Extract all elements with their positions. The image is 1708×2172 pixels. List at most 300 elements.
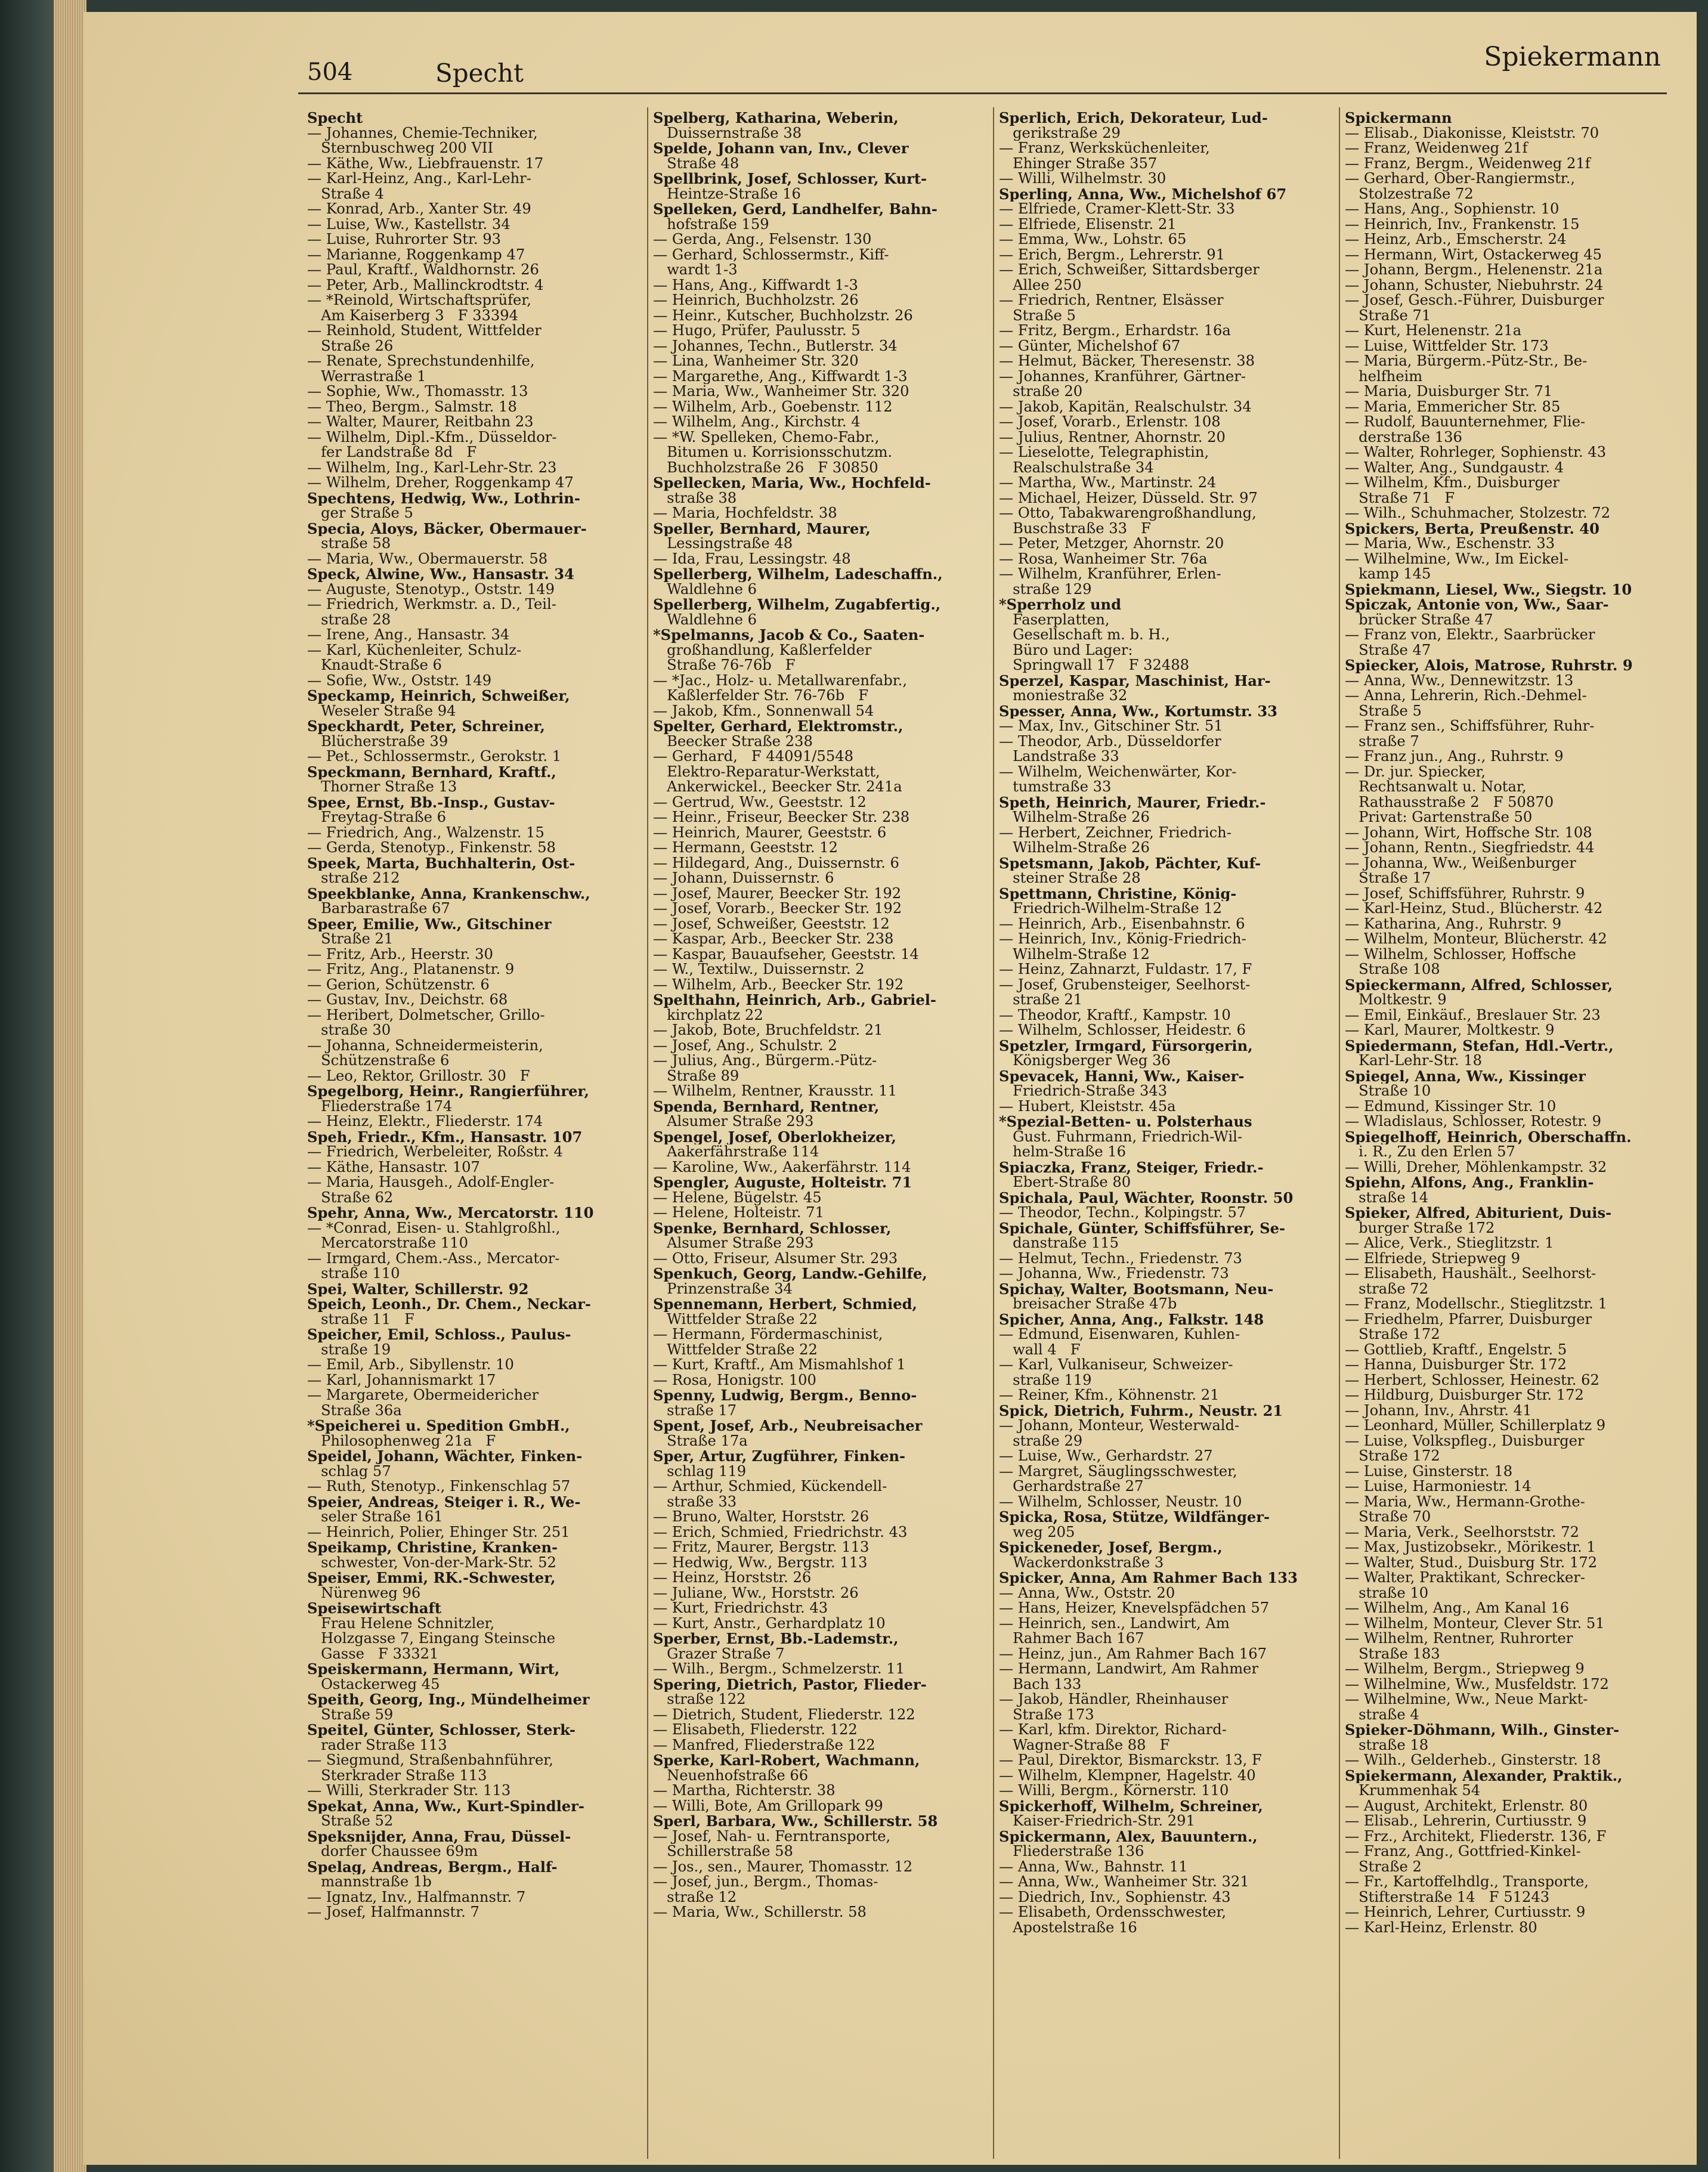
directory-column-4 — [1345, 110, 1679, 1935]
directory-entry-line: — Paul, Direktor, Bismarckstr. 13, F — [999, 1753, 1262, 1768]
directory-entry-line: — Franz, Ang., Gottfried-Kinkel- — [1345, 1844, 1581, 1859]
directory-entry-line: — Kaspar, Bauaufseher, Geeststr. 14 — [653, 946, 919, 962]
directory-entry-line: — Wilh., Schuhmacher, Stolzestr. 72 — [1345, 506, 1611, 521]
directory-entry-line: Spelter, Gerhard, Elektromstr., — [653, 719, 903, 734]
directory-entry-line: — Elfriede, Striepweg 9 — [1345, 1251, 1520, 1266]
directory-entry-line: Wagner-Straße 88 F — [999, 1737, 1170, 1753]
directory-entry-line: Spick, Dietrich, Fuhrm., Neustr. 21 — [999, 1403, 1283, 1418]
directory-entry-line: Aakerfährstraße 114 — [653, 1144, 819, 1160]
directory-entry-line: Speicher, Emil, Schloss., Paulus- — [307, 1327, 571, 1342]
directory-entry-line: danstraße 115 — [999, 1236, 1119, 1251]
directory-entry-line: — Hans, Ang., Kiffwardt 1-3 — [653, 277, 858, 293]
directory-entry-line: — Käthe, Hansastr. 107 — [307, 1159, 480, 1175]
directory-entry-line: — Wilhelm, Rentner, Ruhrorter — [1345, 1631, 1573, 1647]
directory-entry-line: Spickerhoff, Wilhelm, Schreiner, — [999, 1798, 1263, 1814]
directory-entry-line: Sperling, Anna, Ww., Michelshof 67 — [999, 186, 1287, 202]
directory-entry-line: — Kaspar, Arb., Beecker Str. 238 — [653, 932, 894, 947]
directory-entry-line: — *Conrad, Eisen- u. Stahlgroßhl., — [307, 1220, 561, 1236]
directory-entry-line: — Luise, Wittfelder Str. 173 — [1345, 338, 1549, 354]
directory-entry-line: — Luise, Ginsterstr. 18 — [1345, 1464, 1513, 1479]
directory-entry-line: straße 38 — [653, 490, 737, 506]
directory-entry-line: Speek, Marta, Buchhalterin, Ost- — [307, 855, 575, 871]
directory-entry-line: Krummenhak 54 — [1345, 1783, 1481, 1799]
directory-entry-line: Büro und Lager: — [999, 642, 1133, 658]
directory-entry-line: — Gerda, Ang., Felsenstr. 130 — [653, 232, 872, 247]
directory-column-2 — [653, 110, 987, 1920]
directory-entry-line: — Luise, Volkspfleg., Duisburger — [1345, 1433, 1585, 1449]
directory-entry-line: — Dr. jur. Spiecker, — [1345, 764, 1486, 779]
directory-entry-line: Am Kaiserberg 3 F 33394 — [307, 308, 519, 323]
directory-entry-line: straße 72 — [1345, 1281, 1429, 1297]
directory-entry-line: — Margarethe, Ang., Kiffwardt 1-3 — [653, 369, 908, 384]
directory-entry-line: — Emil, Arb., Sibyllenstr. 10 — [307, 1357, 514, 1373]
directory-entry-line: Spiecker, Alois, Matrose, Ruhrstr. 9 — [1345, 658, 1633, 673]
directory-entry-line: — Wilhelm, Ing., Karl-Lehr-Str. 23 — [307, 460, 557, 475]
directory-entry-line: straße 129 — [999, 581, 1092, 597]
directory-entry-line: — Heinrich, Lehrer, Curtiusstr. 9 — [1345, 1905, 1586, 1920]
directory-entry-line: — Wilhelm, Schlosser, Neustr. 10 — [999, 1494, 1242, 1509]
directory-entry-line: — Heinz, Horststr. 26 — [653, 1570, 812, 1586]
directory-entry-line: — Diedrich, Inv., Sophienstr. 43 — [999, 1889, 1231, 1905]
directory-entry-line: — Josef, Grubensteiger, Seelhorst- — [999, 977, 1251, 992]
directory-entry-line: Straße 89 — [653, 1068, 739, 1084]
directory-entry-line: — Walter, Maurer, Reitbahn 23 — [307, 414, 534, 430]
directory-entry-line: straße 18 — [1345, 1737, 1429, 1753]
directory-entry-line: — Heinz, Elektr., Fliederstr. 174 — [307, 1114, 543, 1130]
directory-entry-line: Straße 47 — [1345, 642, 1431, 658]
directory-entry-line: Spetzler, Irmgard, Fürsorgerin, — [999, 1038, 1253, 1053]
directory-entry-line: Spengel, Josef, Oberlokheizer, — [653, 1129, 896, 1144]
directory-entry-line: straße 7 — [1345, 734, 1419, 749]
directory-entry-line: — Elisabeth, Ordensschwester, — [999, 1905, 1227, 1920]
column-divider — [993, 107, 994, 2159]
directory-entry-line: Spellecken, Maria, Ww., Hochfeld- — [653, 475, 931, 491]
directory-entry-line: — Jakob, Bote, Bruchfeldstr. 21 — [653, 1023, 883, 1038]
directory-entry-line: — Gottlieb, Kraftf., Engelstr. 5 — [1345, 1342, 1567, 1357]
directory-entry-line: Speidel, Johann, Wächter, Finken- — [307, 1449, 583, 1464]
directory-entry-line: i. R., Zu den Erlen 57 — [1345, 1144, 1515, 1160]
directory-entry-line: Spickermann — [1345, 110, 1452, 126]
directory-entry-line: straße 110 — [307, 1266, 400, 1282]
directory-entry-line: straße 29 — [999, 1433, 1083, 1449]
directory-entry-line: — Erich, Schweißer, Sittardsberger — [999, 262, 1260, 278]
directory-entry-line: Karl-Lehr-Str. 18 — [1345, 1053, 1483, 1069]
directory-entry-line: — Auguste, Stenotyp., Oststr. 149 — [307, 581, 555, 597]
directory-entry-line: Gasse F 33321 — [307, 1646, 439, 1662]
directory-entry-line: — August, Architekt, Erlenstr. 80 — [1345, 1798, 1588, 1814]
directory-entry-line: — Josef, Maurer, Beecker Str. 192 — [653, 886, 902, 901]
directory-entry-line: Werrastraße 1 — [307, 369, 426, 384]
directory-entry-line: — Karl-Heinz, Erlenstr. 80 — [1345, 1920, 1537, 1935]
directory-entry-line: Speith, Georg, Ing., Mündelheimer — [307, 1692, 590, 1707]
directory-entry-line: Bitumen u. Korrisionsschutzm. — [653, 445, 893, 460]
directory-entry-line: — Hans, Heizer, Knevelspfädchen 57 — [999, 1601, 1270, 1616]
directory-entry-line: Straße 173 — [999, 1707, 1094, 1722]
directory-entry-line: straße 119 — [999, 1372, 1092, 1388]
directory-entry-line: — Otto, Friseur, Alsumer Str. 293 — [653, 1251, 898, 1266]
directory-entry-line: Spesser, Anna, Ww., Kortumstr. 33 — [999, 703, 1278, 719]
directory-entry-line: — Maria, Ww., Eschenstr. 33 — [1345, 536, 1555, 552]
directory-entry-line: — Wilhelm, Kfm., Duisburger — [1345, 475, 1560, 491]
directory-entry-line: Spengler, Auguste, Holteistr. 71 — [653, 1175, 912, 1190]
directory-entry-line: Spennemann, Herbert, Schmied, — [653, 1297, 917, 1312]
directory-entry-line: — Erich, Bergm., Lehrerstr. 91 — [999, 247, 1226, 262]
directory-entry-line: — Margarete, Obermeidericher — [307, 1388, 539, 1403]
directory-entry-line: — Gerhard, Schlossermstr., Kiff- — [653, 247, 889, 262]
directory-entry-line: — Karl, Küchenleiter, Schulz- — [307, 642, 522, 658]
directory-entry-line: — Friedhelm, Pfarrer, Duisburger — [1345, 1311, 1592, 1327]
directory-entry-line: Thorner Straße 13 — [307, 779, 457, 795]
directory-entry-line: Kaiser-Friedrich-Str. 291 — [999, 1814, 1195, 1829]
directory-entry-line: — Bruno, Walter, Horststr. 26 — [653, 1509, 870, 1525]
directory-entry-line: — Gertrud, Ww., Geeststr. 12 — [653, 794, 867, 810]
directory-entry-line: — Wilhelm, Ang., Kirchstr. 4 — [653, 414, 861, 430]
directory-entry-line: — Pet., Schlossermstr., Gerokstr. 1 — [307, 749, 562, 765]
directory-entry-line: Straße 59 — [307, 1707, 394, 1722]
directory-entry-line: — Kurt, Anstr., Gerhardplatz 10 — [653, 1616, 886, 1631]
directory-entry-line: — Heinrich, Polier, Ehinger Str. 251 — [307, 1524, 570, 1540]
directory-entry-line: — Hubert, Kleiststr. 45a — [999, 1099, 1176, 1114]
directory-entry-line: — Irene, Ang., Hansastr. 34 — [307, 627, 510, 643]
directory-entry-line: Speekblanke, Anna, Krankenschw., — [307, 886, 590, 901]
directory-entry-line: Duissernstraße 38 — [653, 125, 802, 141]
directory-entry-line: — Maria, Verk., Seelhorststr. 72 — [1345, 1524, 1579, 1540]
directory-entry-line: — Siegmund, Straßenbahnführer, — [307, 1753, 553, 1768]
directory-entry-line: straße 14 — [1345, 1190, 1429, 1205]
directory-entry-line: — Friedrich, Rentner, Elsässer — [999, 293, 1224, 308]
column-divider — [1339, 107, 1340, 2159]
directory-entry-line: Philosophenweg 21a F — [307, 1433, 496, 1449]
directory-entry-line: — Heinrich, Inv., König-Friedrich- — [999, 932, 1246, 947]
directory-entry-line: — Konrad, Arb., Xanter Str. 49 — [307, 202, 531, 217]
directory-entry-line: — Karl-Heinz, Ang., Karl-Lehr- — [307, 171, 531, 187]
directory-entry-line: Spiehn, Alfons, Ang., Franklin- — [1345, 1175, 1594, 1190]
directory-entry-line: — Elisabeth, Haushält., Seelhorst- — [1345, 1266, 1596, 1282]
directory-entry-line: Spevacek, Hanni, Ww., Kaiser- — [999, 1068, 1245, 1084]
directory-entry-line: Holzgasse 7, Eingang Steinsche — [307, 1631, 556, 1647]
directory-entry-line: — Reinhold, Student, Wittfelder — [307, 323, 542, 339]
directory-entry-line: Wilhelm-Straße 12 — [999, 946, 1150, 962]
directory-entry-line: Spieckermann, Alfred, Schlosser, — [1345, 977, 1613, 992]
directory-entry-line: Königsberger Weg 36 — [999, 1053, 1171, 1069]
directory-entry-line: — Johann, Schuster, Niebuhrstr. 24 — [1345, 277, 1604, 293]
directory-entry-line: — Martha, Ww., Martinstr. 24 — [999, 475, 1217, 491]
directory-entry-line: — Wilhelm, Klempner, Hagelstr. 40 — [999, 1768, 1256, 1783]
directory-entry-line: — Heinrich, Maurer, Geeststr. 6 — [653, 825, 887, 840]
directory-entry-line: Spenda, Bernhard, Rentner, — [653, 1099, 880, 1114]
directory-entry-line: — Hermann, Fördermaschinist, — [653, 1327, 883, 1342]
directory-entry-line: straße 19 — [307, 1342, 391, 1357]
directory-entry-line: — Julius, Ang., Bürgerm.-Pütz- — [653, 1053, 877, 1069]
directory-entry-line: — Walter, Stud., Duisburg Str. 172 — [1345, 1555, 1598, 1570]
right-running-head: Spiekermann — [1484, 42, 1661, 72]
directory-entry-line: Speck, Alwine, Ww., Hansastr. 34 — [307, 567, 574, 582]
directory-entry-line: Lessingstraße 48 — [653, 536, 793, 552]
directory-entry-line: — Hans, Ang., Sophienstr. 10 — [1345, 202, 1560, 217]
directory-entry-line: — Wilhelm, Bergm., Striepweg 9 — [1345, 1662, 1585, 1677]
directory-entry-line: — Martha, Richterstr. 38 — [653, 1783, 836, 1799]
directory-entry-line: steiner Straße 28 — [999, 871, 1141, 886]
directory-entry-line: — Maria, Bürgerm.-Pütz-Str., Be- — [1345, 354, 1588, 369]
directory-entry-line: Spiedermann, Stefan, Hdl.-Vertr., — [1345, 1038, 1614, 1053]
directory-entry-line: Sperlich, Erich, Dekorateur, Lud- — [999, 110, 1268, 126]
directory-entry-line: Rathausstraße 2 F 50870 — [1345, 794, 1554, 810]
directory-entry-line: — Wilhelm, Kranführer, Erlen- — [999, 567, 1221, 582]
directory-entry-line: Straße 5 — [1345, 703, 1422, 719]
directory-entry-line: Spei, Walter, Schillerstr. 92 — [307, 1281, 529, 1297]
directory-entry-line: straße 4 — [1345, 1707, 1419, 1722]
directory-entry-line: — Margret, Säuglingsschwester, — [999, 1464, 1237, 1479]
directory-entry-line: — Friedrich, Ang., Walzenstr. 15 — [307, 825, 544, 840]
directory-entry-line: — Wilhelm, Dipl.-Kfm., Düsseldor- — [307, 429, 557, 445]
directory-entry-line: Spickeneder, Josef, Bergm., — [999, 1540, 1223, 1555]
directory-entry-line: Speiskermann, Hermann, Wirt, — [307, 1662, 560, 1677]
directory-entry-line: — Gerhard, Ober-Rangiermstr., — [1345, 171, 1576, 187]
directory-entry-line: Stifterstraße 14 F 51243 — [1345, 1889, 1550, 1905]
directory-entry-line: — Anna, Lehrerin, Rich.-Dehmel- — [1345, 688, 1587, 704]
directory-entry-line: — Leo, Rektor, Grillostr. 30 F — [307, 1068, 530, 1084]
directory-entry-line: straße 30 — [307, 1023, 391, 1038]
directory-entry-line: Spellbrink, Josef, Schlosser, Kurt- — [653, 171, 927, 187]
directory-entry-line: Spiaczka, Franz, Steiger, Friedr.- — [999, 1159, 1264, 1175]
directory-entry-line: straße 58 — [307, 536, 391, 552]
directory-entry-line: Friedrich-Wilhelm-Straße 12 — [999, 901, 1223, 917]
directory-entry-line: Specht — [307, 110, 363, 126]
directory-entry-line: Wilhelm-Straße 26 — [999, 840, 1150, 856]
directory-entry-line: Wittfelder Straße 22 — [653, 1311, 818, 1327]
directory-entry-line: — Heinrich, Inv., Frankenstr. 15 — [1345, 216, 1580, 232]
directory-entry-line: Buschstraße 33 F — [999, 521, 1151, 536]
directory-entry-line: — Maria, Ww., Schillerstr. 58 — [653, 1905, 867, 1920]
directory-entry-line: — Josef, jun., Bergm., Thomas- — [653, 1874, 878, 1890]
directory-entry-line: straße 33 — [653, 1494, 737, 1509]
directory-entry-line: burger Straße 172 — [1345, 1220, 1495, 1236]
directory-entry-line: — Walter, Praktikant, Schrecker- — [1345, 1570, 1586, 1586]
directory-entry-line: — Hanna, Duisburger Str. 172 — [1345, 1357, 1567, 1373]
directory-entry-line: Sperber, Ernst, Bb.-Lademstr., — [653, 1631, 899, 1647]
directory-entry-line: — Wilhelm, Arb., Goebenstr. 112 — [653, 399, 893, 414]
directory-entry-line: Speller, Bernhard, Maurer, — [653, 521, 871, 536]
directory-entry-line: — Karl, Johannismarkt 17 — [307, 1372, 496, 1388]
directory-entry-line: — Paul, Kraftf., Waldhornstr. 26 — [307, 262, 539, 278]
directory-entry-line: — Franz, Modellschr., Stieglitzstr. 1 — [1345, 1297, 1608, 1312]
directory-entry-line: Straße 70 — [1345, 1509, 1431, 1525]
directory-entry-line: Neuenhofstraße 66 — [653, 1768, 809, 1783]
directory-entry-line: — Anna, Ww., Dennewitzstr. 13 — [1345, 673, 1574, 688]
directory-entry-line: Springwall 17 F 32488 — [999, 658, 1190, 673]
directory-entry-line: *Spezial-Betten- u. Polsterhaus — [999, 1114, 1252, 1130]
directory-entry-line: Straße 5 — [999, 308, 1076, 323]
directory-entry-line: Straße 183 — [1345, 1646, 1440, 1662]
directory-entry-line: Spetsmann, Jakob, Pächter, Kuf- — [999, 855, 1261, 871]
directory-entry-line: Ankerwickel., Beecker Str. 241a — [653, 779, 902, 795]
directory-entry-line: — Theodor, Arb., Düsseldorfer — [999, 734, 1221, 749]
directory-entry-line: — Kurt, Kraftf., Am Mismahlshof 1 — [653, 1357, 906, 1373]
directory-entry-line: — Fritz, Bergm., Erhardstr. 16a — [999, 323, 1231, 339]
directory-entry-line: Sperke, Karl-Robert, Wachmann, — [653, 1753, 920, 1768]
directory-entry-line: Spellerberg, Wilhelm, Zugabfertig., — [653, 597, 941, 612]
directory-entry-line: — Rosa, Wanheimer Str. 76a — [999, 551, 1208, 567]
directory-entry-line: Stolzestraße 72 — [1345, 186, 1474, 202]
directory-entry-line: — Theo, Bergm., Salmstr. 18 — [307, 399, 517, 414]
directory-entry-line: — Josef, Nah- u. Ferntransporte, — [653, 1828, 891, 1844]
directory-entry-line: — Jakob, Kapitän, Realschulstr. 34 — [999, 399, 1252, 414]
directory-entry-line: — *Reinold, Wirtschaftsprüfer, — [307, 293, 531, 308]
directory-entry-line: — Maria, Hausgeh., Adolf-Engler- — [307, 1175, 555, 1190]
directory-entry-line: Spering, Dietrich, Pastor, Flieder- — [653, 1676, 927, 1692]
directory-entry-line: Sternbuschweg 200 VII — [307, 141, 494, 156]
directory-entry-line: — Leonhard, Müller, Schillerplatz 9 — [1345, 1418, 1606, 1434]
directory-entry-line: Spelthahn, Heinrich, Arb., Gabriel- — [653, 992, 936, 1008]
directory-entry-line: — Elisab., Diakonisse, Kleiststr. 70 — [1345, 125, 1599, 141]
directory-entry-line: Blücherstraße 39 — [307, 734, 448, 749]
directory-entry-line: mannstraße 1b — [307, 1874, 432, 1890]
directory-entry-line: — Rudolf, Bauunternehmer, Flie- — [1345, 414, 1586, 430]
page-number: 504 — [307, 58, 353, 86]
directory-entry-line: Allee 250 — [999, 277, 1082, 293]
directory-entry-line: — Johann, Bergm., Helenenstr. 21a — [1345, 262, 1603, 278]
directory-entry-line: — Rosa, Honigstr. 100 — [653, 1372, 816, 1388]
directory-entry-line: — Jos., sen., Maurer, Thomasstr. 12 — [653, 1859, 913, 1874]
directory-entry-line: brücker Straße 47 — [1345, 612, 1493, 627]
directory-entry-line: *Sperrholz und — [999, 597, 1122, 612]
directory-entry-line: — Gerion, Schützenstr. 6 — [307, 977, 490, 992]
directory-entry-line: *Speicherei u. Spedition GmbH., — [307, 1418, 570, 1434]
directory-entry-line: — Wladislaus, Schlosser, Rotestr. 9 — [1345, 1114, 1602, 1130]
directory-entry-line: ger Straße 5 — [307, 506, 413, 521]
directory-entry-line: — Walter, Rohrleger, Sophienstr. 43 — [1345, 445, 1607, 460]
directory-entry-line: Speckhardt, Peter, Schreiner, — [307, 719, 545, 734]
directory-entry-line: — Karl-Heinz, Stud., Blücherstr. 42 — [1345, 901, 1603, 917]
directory-entry-line: Straße 21 — [307, 932, 394, 947]
directory-entry-line: Straße 17 — [1345, 871, 1431, 886]
directory-entry-line: — Wilhelmine, Ww., Neue Markt- — [1345, 1692, 1588, 1707]
directory-entry-line: — Maria, Ww., Obermauerstr. 58 — [307, 551, 548, 567]
directory-entry-line: derstraße 136 — [1345, 429, 1462, 445]
directory-entry-line: — Dietrich, Student, Fliederstr. 122 — [653, 1707, 915, 1722]
directory-column-1 — [307, 110, 641, 1920]
directory-entry-line: Straße 48 — [653, 156, 739, 171]
directory-entry-line: — W., Textilw., Duissernstr. 2 — [653, 962, 865, 977]
directory-entry-line: Spegelborg, Heinr., Rangierführer, — [307, 1084, 589, 1099]
directory-entry-line: — Edmund, Eisenwaren, Kuhlen- — [999, 1327, 1240, 1342]
directory-entry-line: Gesellschaft m. b. H., — [999, 627, 1170, 643]
directory-entry-line: — Willi, Dreher, Möhlenkampstr. 32 — [1345, 1159, 1607, 1175]
directory-entry-line: schlag 57 — [307, 1464, 391, 1479]
directory-entry-line: Speckamp, Heinrich, Schweißer, — [307, 688, 570, 704]
directory-entry-line: Apostelstraße 16 — [999, 1920, 1137, 1935]
directory-entry-line: — Max, Inv., Gitschiner Str. 51 — [999, 719, 1223, 734]
directory-entry-line: Spelberg, Katharina, Weberin, — [653, 110, 899, 126]
directory-entry-line: Spechtens, Hedwig, Ww., Lothrin- — [307, 490, 580, 506]
directory-entry-line: — Fr., Kartoffelhdlg., Transporte, — [1345, 1874, 1589, 1890]
directory-entry-line: Spieker, Alfred, Abiturient, Duis- — [1345, 1205, 1612, 1221]
directory-entry-line: — Emil, Einkäuf., Breslauer Str. 23 — [1345, 1007, 1601, 1023]
directory-entry-line: — Karl, kfm. Direktor, Richard- — [999, 1722, 1227, 1738]
directory-column-3 — [999, 110, 1333, 1935]
directory-entry-line: — Fritz, Arb., Heerstr. 30 — [307, 946, 493, 962]
directory-entry-line: — Wilh., Bergm., Schmelzerstr. 11 — [653, 1662, 905, 1677]
directory-entry-line: Sperl, Barbara, Ww., Schillerstr. 58 — [653, 1814, 938, 1829]
directory-entry-line: — Wilhelm, Monteur, Clever Str. 51 — [1345, 1616, 1605, 1631]
directory-entry-line: Frau Helene Schnitzler, — [307, 1616, 495, 1631]
directory-entry-line: — Johannes, Kranführer, Gärtner- — [999, 369, 1246, 384]
directory-entry-line: — Franz von, Elektr., Saarbrücker — [1345, 627, 1595, 643]
directory-entry-line: — Maria, Emmericher Str. 85 — [1345, 399, 1561, 414]
directory-entry-line: — Sophie, Ww., Thomasstr. 13 — [307, 384, 528, 400]
directory-entry-line: — Wilh., Gelderheb., Ginsterstr. 18 — [1345, 1753, 1601, 1768]
directory-entry-line: Spelag, Andreas, Bergm., Half- — [307, 1859, 558, 1874]
directory-entry-line: Gerhardstraße 27 — [999, 1479, 1144, 1495]
directory-entry-line: — Karl, Maurer, Moltkestr. 9 — [1345, 1023, 1555, 1038]
directory-entry-line: Knaudt-Straße 6 — [307, 658, 442, 673]
directory-entry-line: Speth, Heinrich, Maurer, Friedr.- — [999, 794, 1266, 810]
directory-entry-line: Weseler Straße 94 — [307, 703, 456, 719]
directory-entry-line: — Anna, Ww., Bahnstr. 11 — [999, 1859, 1188, 1874]
directory-entry-line: Spiekmann, Liesel, Ww., Siegstr. 10 — [1345, 581, 1632, 597]
directory-entry-line: — Marianne, Roggenkamp 47 — [307, 247, 525, 262]
directory-entry-line: Spiekermann, Alexander, Praktik., — [1345, 1768, 1623, 1783]
directory-entry-line: Heintze-Straße 16 — [653, 186, 801, 202]
directory-entry-line: — Kurt, Friedrichstr. 43 — [653, 1601, 828, 1616]
directory-entry-line: — Wilhelm, Schlosser, Hoffsche — [1345, 946, 1576, 962]
directory-entry-line: — Willi, Bote, Am Grillopark 99 — [653, 1798, 883, 1814]
directory-entry-line: straße 17 — [653, 1403, 737, 1418]
directory-entry-line: Freytag-Straße 6 — [307, 810, 447, 825]
directory-entry-line: — Theodor, Techn., Kolpingstr. 57 — [999, 1205, 1246, 1221]
directory-entry-line: — Alice, Verk., Stieglitzstr. 1 — [1345, 1236, 1554, 1251]
directory-entry-line: — Josef, Schweißer, Geeststr. 12 — [653, 916, 890, 932]
directory-entry-line: Specia, Aloys, Bäcker, Obermauer- — [307, 521, 587, 536]
directory-entry-line: seler Straße 161 — [307, 1509, 443, 1525]
directory-entry-line: — Wilhelm, Ang., Am Kanal 16 — [1345, 1601, 1570, 1616]
directory-entry-line: Spiegel, Anna, Ww., Kissinger — [1345, 1068, 1586, 1084]
directory-entry-line: straße 11 F — [307, 1311, 414, 1327]
directory-entry-line: — Hildburg, Duisburger Str. 172 — [1345, 1388, 1584, 1403]
directory-entry-line: — Elfriede, Cramer-Klett-Str. 33 — [999, 202, 1235, 217]
directory-entry-line: Buchholzstraße 26 F 30850 — [653, 460, 878, 475]
directory-entry-line: Wittfelder Straße 22 — [653, 1342, 818, 1357]
directory-entry-line: — Sofie, Ww., Oststr. 149 — [307, 673, 492, 688]
directory-entry-line: Spichala, Paul, Wächter, Roonstr. 50 — [999, 1190, 1294, 1205]
directory-entry-line: Spelleken, Gerd, Landhelfer, Bahn- — [653, 202, 937, 217]
directory-entry-line: — Ruth, Stenotyp., Finkenschlag 57 — [307, 1479, 571, 1495]
directory-entry-line: Straße 172 — [1345, 1327, 1440, 1342]
directory-entry-line: Friedrich-Straße 343 — [999, 1084, 1168, 1099]
directory-entry-line: Speiser, Emmi, RK.-Schwester, — [307, 1570, 556, 1586]
directory-entry-line: — Renate, Sprechstundenhilfe, — [307, 354, 535, 369]
directory-entry-line: — Helmut, Techn., Friedenstr. 73 — [999, 1251, 1242, 1266]
directory-entry-line: Spicker, Anna, Am Rahmer Bach 133 — [999, 1570, 1298, 1586]
directory-entry-line: — Josef, Vorarb., Erlenstr. 108 — [999, 414, 1221, 430]
directory-entry-line: — Willi, Bergm., Körnerstr. 110 — [999, 1783, 1229, 1799]
directory-entry-line: schlag 119 — [653, 1464, 747, 1479]
directory-entry-line: — Michael, Heizer, Düsseld. Str. 97 — [999, 490, 1258, 506]
directory-entry-line: — Heinr., Kutscher, Buchholzstr. 26 — [653, 308, 913, 323]
directory-entry-line: kirchplatz 22 — [653, 1007, 763, 1023]
directory-entry-line: — Hermann, Landwirt, Am Rahmer — [999, 1662, 1259, 1677]
directory-entry-line: Straße 62 — [307, 1190, 394, 1205]
directory-entry-line: Speksnijder, Anna, Frau, Düssel- — [307, 1828, 571, 1844]
directory-entry-line: — Manfred, Fliederstraße 122 — [653, 1737, 875, 1753]
directory-entry-line: Wilhelm-Straße 26 — [999, 810, 1150, 825]
directory-entry-line: Spelde, Johann van, Inv., Clever — [653, 141, 909, 156]
directory-entry-line: Speh, Friedr., Kfm., Hansastr. 107 — [307, 1129, 583, 1144]
directory-entry-line: — Franz sen., Schiffsführer, Ruhr- — [1345, 719, 1595, 734]
directory-entry-line: Gust. Fuhrmann, Friedrich-Wil- — [999, 1129, 1243, 1144]
directory-entry-line: Straße 10 — [1345, 1084, 1431, 1099]
directory-entry-line: Spiegelhoff, Heinrich, Oberschaffn. — [1345, 1129, 1632, 1144]
